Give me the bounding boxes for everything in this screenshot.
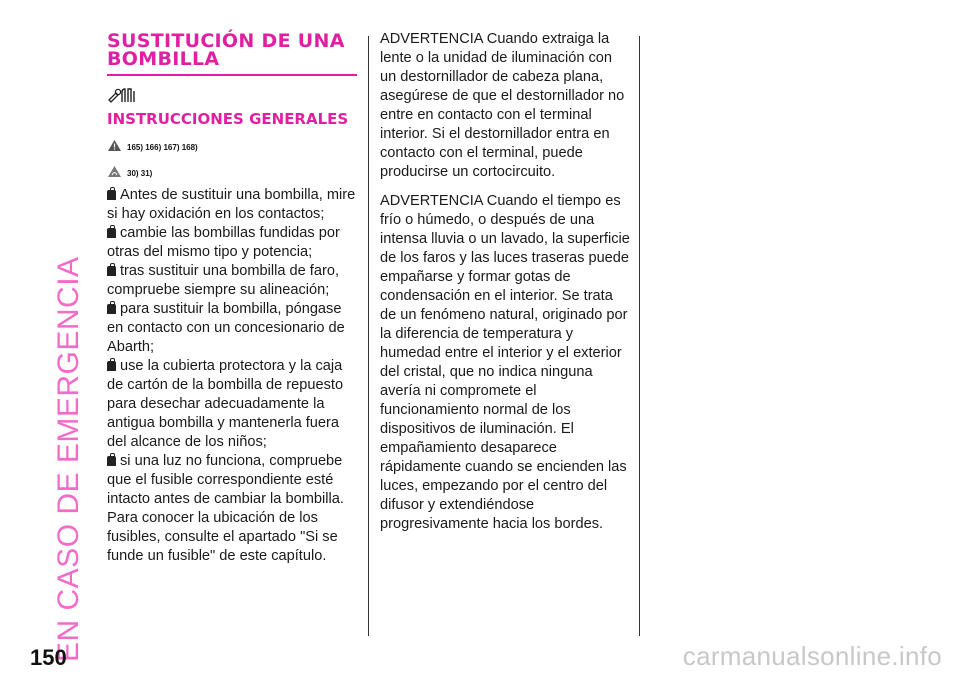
instruction-list: [107, 186, 359, 566]
tools-icon: [107, 84, 359, 106]
bullet-square-icon: [107, 266, 116, 276]
bullet-square-icon: [107, 190, 116, 200]
column-divider-right: [639, 36, 640, 636]
list-item: [107, 452, 359, 566]
bullet-square-icon: [107, 361, 116, 371]
watermark: carmanualsonline.info: [682, 641, 942, 671]
list-item-text: tras sustituir una bombilla de faro, compruebe siempre su alineación;: [107, 263, 340, 298]
title-underline: [107, 74, 357, 76]
side-section-tab: [22, 34, 118, 662]
warning-reference-numbers: 165) 166) 167) 168): [127, 143, 198, 152]
list-item-text: para sustituir la bombilla, póngase en contacto con un concesionario de Abarth;: [107, 301, 345, 355]
note-reference-numbers: 30) 31): [127, 169, 153, 178]
warning-references: [107, 134, 359, 152]
bullet-square-icon: [107, 228, 116, 238]
subsection-title: INSTRUCCIONES GENERALES: [107, 110, 349, 128]
side-section-label: EN CASO DE EMERGENCIA: [52, 256, 85, 662]
warning-paragraph: ADVERTENCIA Cuando el tiempo es frío o húmedo, o después de una intensa lluvia o un lavado, la superficie de los faros y las luces traseras puede empañarse y formar gotas de condensación en el interior. Se trata de un fenómeno natural, originado por la diferencia de temperatura y humedad entre el interior y el exterior del cristal, que no indica ninguna avería ni compromete el funcionamiento normal de los dispositivos de iluminación. El empañamiento desaparece rápidamente cuando se encienden las luces, empezando por el centro del difusor y extendiéndose progresivamente hacia los bordes.: [380, 193, 630, 532]
page-number: 150: [30, 645, 67, 670]
warning-paragraph: ADVERTENCIA Cuando extraiga la lente o la unidad de iluminación con un destornillador de cabeza plana, asegúrese de que el destornillador no entre en contacto con el terminal interior. Si el destornillador entra en contacto con el terminal, puede producirse un cortocircuito.: [380, 31, 625, 180]
list-item: [107, 186, 359, 224]
left-column: [107, 30, 359, 566]
list-item: [107, 262, 359, 300]
bullet-square-icon: [107, 304, 116, 314]
note-references: [107, 160, 359, 178]
column-divider-left: [368, 36, 369, 636]
list-item-text: Antes de sustituir una bombilla, mire si hay oxidación en los contactos;: [107, 187, 356, 222]
environment-note-icon: [107, 165, 122, 178]
section-title: SUSTITUCIÓN DE UNA BOMBILLA: [107, 30, 345, 70]
list-item: [107, 224, 359, 262]
right-column: [380, 30, 630, 544]
bullet-square-icon: [107, 456, 116, 466]
list-item: [107, 357, 359, 452]
list-item-text: use la cubierta protectora y la caja de cartón de la bombilla de repuesto para desechar adecuadamente la antigua bombilla y mantenerla fuera del alcance de los niños;: [107, 358, 344, 450]
list-item-text: cambie las bombillas fundidas por otras del mismo tipo y potencia;: [107, 225, 340, 260]
list-item-text: si una luz no funciona, compruebe que el fusible correspondiente esté intacto antes de cambiar la bombilla. Para conocer la ubicación de los fusibles, consulte el apartado "Si se funde un fusible" de este capítulo.: [107, 453, 344, 564]
list-item: [107, 300, 359, 357]
warning-triangle-icon: [107, 139, 122, 152]
